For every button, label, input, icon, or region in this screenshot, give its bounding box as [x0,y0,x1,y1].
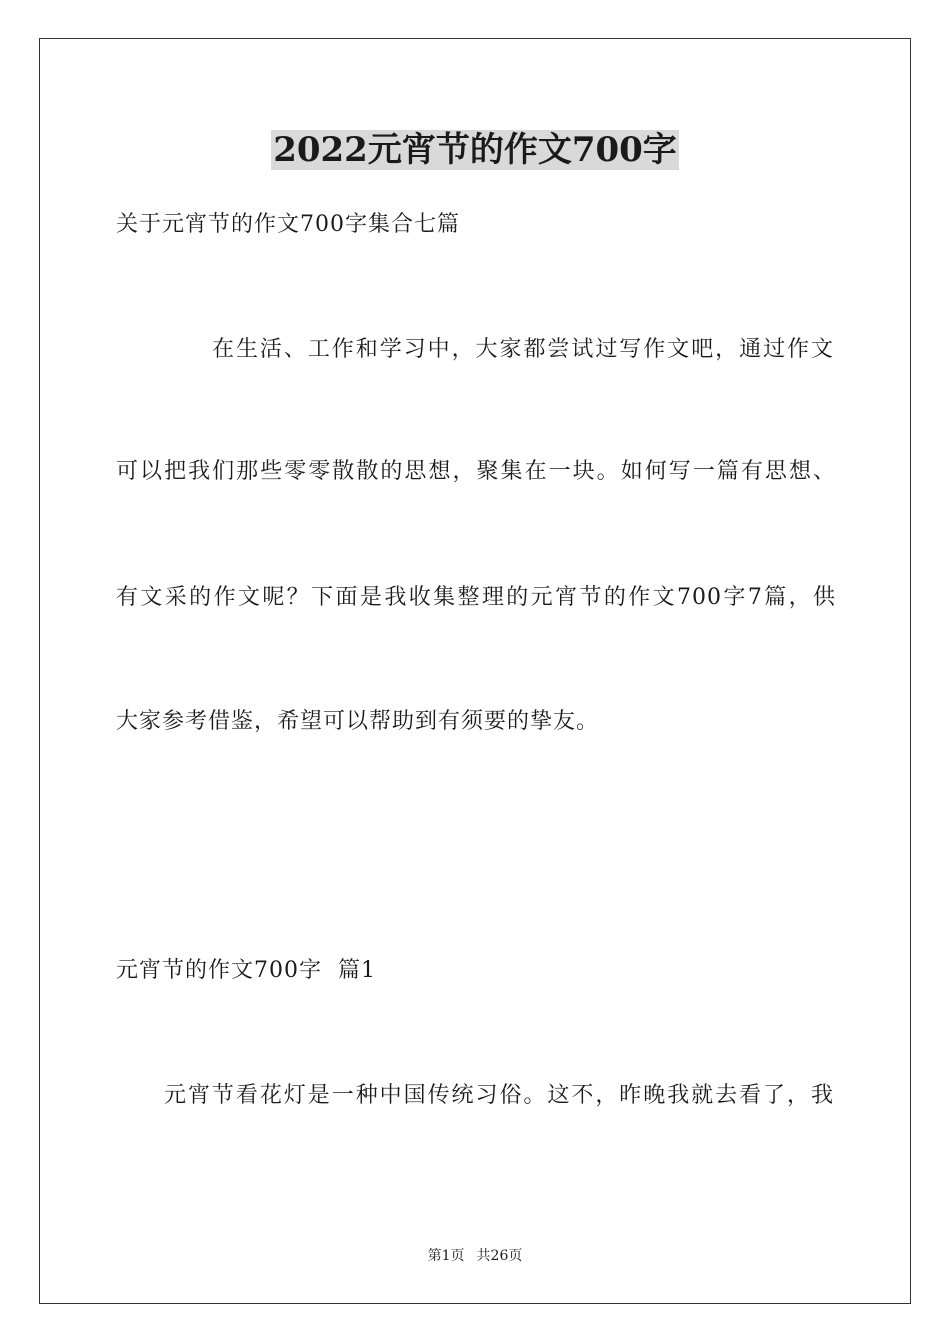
page-footer [0,1246,950,1266]
document-title-text: 2022元宵节的作文700字 [273,130,677,170]
page-number-total: 共26页 [476,1248,523,1264]
intro-line-1: 在生活、工作和学习中，大家都尝试过写作文吧，通过作文 [212,337,834,362]
section-first-line: 元宵节看花灯是一种中国传统习俗。这不，昨晚我就去看了，我 [164,1083,834,1108]
intro-line-4: 大家参考借鉴，希望可以帮助到有须要的挚友。 [116,709,600,734]
page-number-current: 第1页 [427,1248,465,1264]
intro-line-3: 有文采的作文呢？下面是我收集整理的元宵节的作文700字7篇，供 [116,585,836,610]
document-title [0,128,950,172]
section-heading: 元宵节的作文700字 篇1 [116,958,376,983]
intro-line-2: 可以把我们那些零零散散的思想，聚集在一块。如何写一篇有思想、 [116,459,836,484]
document-subtitle: 关于元宵节的作文700字集合七篇 [116,212,460,237]
